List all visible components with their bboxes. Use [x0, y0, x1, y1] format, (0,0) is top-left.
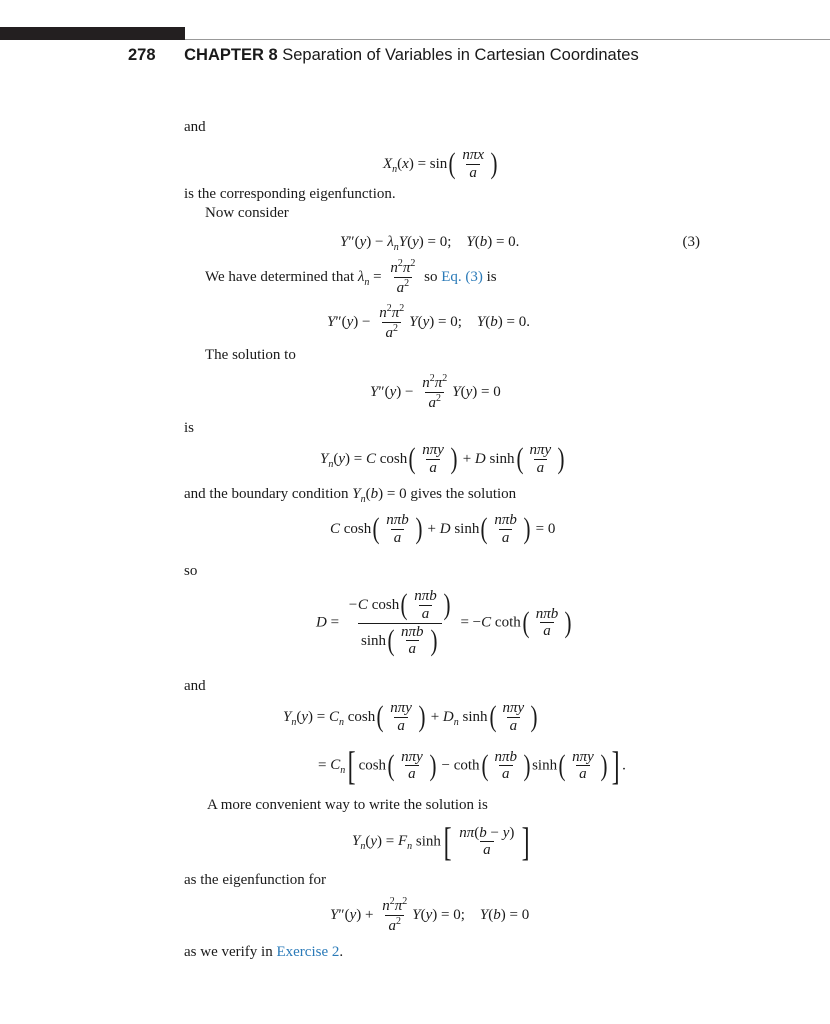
- we-have-label: We have determined that: [205, 268, 355, 285]
- bc-label-a: and the boundary condition: [184, 486, 349, 502]
- text-corresponding: is the corresponding eigenfunction.: [184, 186, 396, 202]
- text-so: so: [184, 563, 198, 579]
- text-and-2: and: [184, 678, 206, 694]
- text-solution-to: The solution to: [205, 347, 296, 363]
- verify-period: .: [339, 944, 344, 960]
- equation-boundary: C cosh( $\frac{\text{nπb}}{a}$ ) + D sinh( $\frac{\text{nπb}}{a}$ ) = 0: [330, 512, 556, 546]
- exercise-link[interactable]: Exercise 2: [276, 944, 340, 960]
- text-now-consider: Now consider: [205, 205, 289, 221]
- equation-ode: Y″(y) − $\frac{n^2\pi^2}{a^2}$ Y(y) = 0: [370, 373, 501, 411]
- equation-convenient: $Y_n(y) = F_n$ sinh[ $\frac{n\pi(b - y)}{a}$ ]: [352, 819, 531, 864]
- equation-yn-line1: $Y_n(y) = C_n$ cosh( $\frac{\text{nπy}}{a}$ ) + $D_n$ sinh( $\frac{\text{nπy}}{a}$ ): [283, 700, 538, 734]
- bc-label-b: gives the solution: [410, 486, 517, 502]
- text-convenient: A more convenient way to write the solution is: [207, 797, 488, 813]
- equation-label-3: (3): [682, 234, 700, 250]
- equation-y-substituted: Y″(y) − $\frac{n^2\pi^2}{a^2}$ Y(y) = 0; Y(b) = 0.: [327, 303, 530, 341]
- text-we-have: We have determined that $\lambda_n$ = $\frac{n^2\pi^2}{a^2}$ so Eq. (3) is: [205, 258, 497, 296]
- chapter-label: CHAPTER 8: [184, 46, 278, 64]
- text-is: is: [184, 420, 195, 436]
- equation-general-solution: $Y_n(y) = C$ cosh( $\frac{\text{nπy}}{a}$ ) + D sinh( $\frac{\text{nπy}}{a}$ ): [320, 442, 565, 476]
- page-number: 278: [128, 46, 156, 64]
- equation-xn: $X_n(x) = \sin$( $\frac{\text{nπx}}{a}$ ): [383, 147, 498, 181]
- text-verify: [184, 944, 343, 961]
- eq3-link[interactable]: Eq. (3): [441, 268, 483, 285]
- verify-label: as we verify in: [184, 944, 273, 960]
- page-header: [128, 46, 639, 65]
- header-bar: [0, 27, 185, 40]
- is-label: is: [486, 268, 497, 285]
- chapter-title: Separation of Variables in Cartesian Coordinates: [282, 46, 639, 64]
- equation-d: D = −C cosh( $\frac{\text{nπb}}{a}$ ) sinh( $\frac{\text{nπb}}{a}$ ) = −C coth( $\frac{\text{nπb}}{a}$ ): [316, 588, 572, 658]
- so-label: so: [424, 268, 438, 285]
- equation-yn-line2: = $C_n$[ cosh( $\frac{\text{nπy}}{a}$ ) − coth( $\frac{\text{nπb}}{a}$ ) sinh( $\frac{\text{nπy}}{a}$ ) ] .: [318, 743, 626, 788]
- equation-3: $Y''(y) - \lambda_nY(y) = 0$; Y(b) = 0.: [340, 234, 520, 253]
- header-rule: [185, 39, 830, 40]
- text-boundary: and the boundary condition $Y_n(b) = 0$ gives the solution: [184, 486, 517, 505]
- equation-plus: Y″(y) + $\frac{n^2\pi^2}{a^2}$ Y(y) = 0; Y(b) = 0: [330, 896, 530, 934]
- text-and: and: [184, 119, 206, 135]
- text-eigen-for: as the eigenfunction for: [184, 872, 327, 888]
